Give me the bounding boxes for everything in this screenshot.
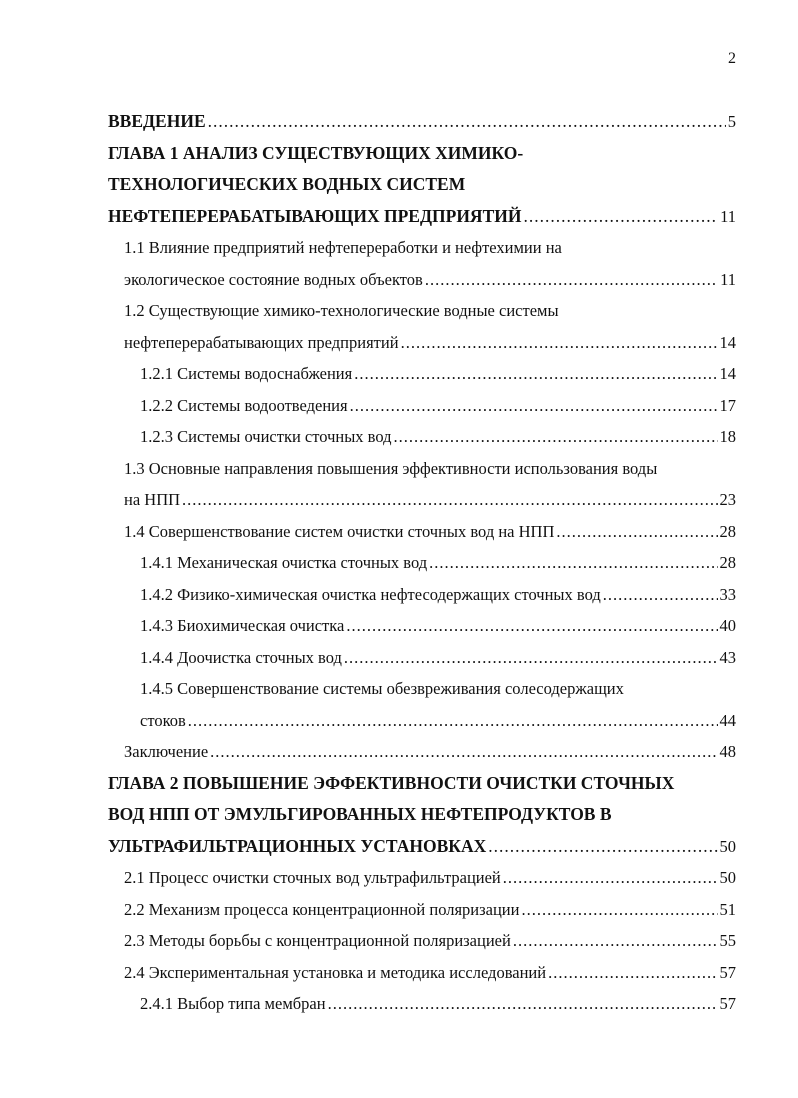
toc-entry-page: 43 — [719, 647, 736, 667]
toc-entry-title: 1.4.2 Физико-химическая очистка нефтесодержащих сточных вод — [140, 584, 601, 604]
toc-entry-title: ТЕХНОЛОГИЧЕСКИХ ВОДНЫХ СИСТЕМ — [108, 174, 466, 194]
toc-entry[interactable] — [108, 673, 736, 705]
toc-entry-title: 2.4.1 Выбор типа мембран — [140, 994, 326, 1013]
toc-entry-title: 2.2 Механизм процесса концентрационной поляризации — [124, 899, 520, 919]
toc-entry[interactable] — [108, 358, 736, 390]
toc-entry[interactable] — [108, 390, 736, 422]
toc-entry-page: 40 — [719, 616, 736, 635]
toc-entry-title: нефтеперерабатывающих предприятий — [124, 332, 399, 352]
toc-leader — [401, 327, 718, 359]
toc-entry-title: ВВЕДЕНИЕ — [108, 111, 206, 131]
toc-entry[interactable] — [108, 862, 736, 894]
toc-entry[interactable] — [108, 705, 736, 737]
toc-entry-title: УЛЬТРАФИЛЬТРАЦИОННЫХ УСТАНОВКАХ — [108, 835, 487, 856]
toc-entry-title: 1.3 Основные направления повышения эффективности использования воды — [124, 458, 658, 478]
toc-entry-title: 1.4.5 Совершенствование системы обезвреживания солесодержащих — [140, 679, 624, 698]
toc-entry-page: 57 — [719, 962, 736, 982]
toc-leader — [425, 264, 718, 296]
toc-entry[interactable] — [108, 925, 736, 957]
toc-leader — [346, 610, 717, 642]
toc-entry-title: 1.4 Совершенствование систем очистки сточных вод на НПП — [124, 521, 555, 541]
toc-entry-page: 11 — [720, 206, 736, 226]
toc-leader — [548, 957, 717, 989]
toc-entry[interactable] — [108, 988, 736, 1020]
toc-entry-title: ВОД НПП ОТ ЭМУЛЬГИРОВАННЫХ НЕФТЕПРОДУКТОВ В — [108, 804, 612, 824]
toc-entry[interactable] — [108, 894, 736, 926]
toc-entry-title: 1.4.1 Механическая очистка сточных вод — [140, 553, 428, 572]
toc-entry-title: стоков — [140, 710, 186, 730]
toc-entry[interactable] — [108, 169, 736, 201]
toc-leader — [513, 925, 718, 957]
toc-entry-page: 44 — [719, 710, 736, 730]
toc-entry[interactable] — [108, 799, 736, 831]
toc-entry[interactable] — [108, 232, 736, 264]
toc-entry-page: 50 — [719, 868, 736, 887]
toc-entry[interactable] — [108, 295, 736, 327]
toc-entry[interactable] — [108, 516, 736, 548]
toc-entry[interactable] — [108, 831, 736, 863]
toc-entry-title: НЕФТЕПЕРЕРАБАТЫВАЮЩИХ ПРЕДПРИЯТИЙ — [108, 205, 522, 226]
toc-leader — [603, 579, 718, 611]
toc-entry-title: ГЛАВА 1 АНАЛИЗ СУЩЕСТВУЮЩИХ ХИМИКО- — [108, 142, 524, 163]
toc-entry-page: 28 — [719, 553, 736, 572]
toc-entry[interactable] — [108, 736, 736, 768]
toc-entry-page: 48 — [719, 742, 736, 761]
toc-entry[interactable] — [108, 957, 736, 989]
toc-entry[interactable] — [108, 484, 736, 516]
toc-entry[interactable] — [108, 264, 736, 296]
toc-leader — [523, 201, 718, 233]
toc-entry-title: 1.2.3 Системы очистки сточных вод — [140, 427, 392, 446]
toc-entry-title: 2.1 Процесс очистки сточных вод ультрафильтрацией — [124, 868, 501, 887]
toc-entry-page: 51 — [719, 899, 736, 919]
toc-entry[interactable] — [108, 768, 736, 800]
toc-entry-title: 1.4.3 Биохимическая очистка — [140, 616, 345, 635]
toc-leader — [182, 484, 717, 516]
toc-leader — [556, 516, 717, 548]
toc-entry-page: 28 — [719, 521, 736, 541]
toc-entry[interactable] — [108, 138, 736, 170]
toc-entry[interactable] — [108, 421, 736, 453]
toc-entry-title: 1.2 Существующие химико-технологические водные системы — [124, 301, 559, 320]
toc-leader — [344, 642, 718, 674]
toc-leader — [521, 894, 717, 926]
toc-entry-page: 57 — [719, 994, 736, 1013]
toc-entry-title: 1.2.2 Системы водоотведения — [140, 395, 348, 415]
toc-entry-title: 1.1 Влияние предприятий нефтепереработки и нефтехимии на — [124, 238, 562, 257]
toc-entry-page: 33 — [719, 584, 736, 604]
toc-entry-title: 1.4.4 Доочистка сточных вод — [140, 647, 342, 667]
toc-entry-title: ГЛАВА 2 ПОВЫШЕНИЕ ЭФФЕКТИВНОСТИ ОЧИСТКИ СТОЧНЫХ — [108, 772, 675, 793]
toc-entry-title: 2.3 Методы борьбы с концентрационной поляризацией — [124, 931, 511, 950]
toc-leader — [208, 106, 726, 138]
toc-entry-title: 2.4 Экспериментальная установка и методика исследований — [124, 962, 547, 982]
toc-entry-page: 55 — [719, 931, 736, 950]
toc-entry-page: 11 — [720, 269, 736, 289]
toc-leader — [328, 988, 718, 1020]
toc-leader — [354, 358, 717, 390]
toc-leader — [503, 862, 718, 894]
toc-entry[interactable] — [108, 579, 736, 611]
toc-entry-page: 5 — [727, 112, 736, 131]
toc-entry[interactable] — [108, 547, 736, 579]
toc-entry-title: Заключение — [124, 742, 209, 761]
toc-entry-page: 18 — [719, 427, 736, 446]
toc-entry-page: 14 — [719, 332, 736, 352]
toc-leader — [350, 390, 718, 422]
toc-entry-title: на НПП — [124, 490, 181, 509]
toc-entry[interactable] — [108, 327, 736, 359]
toc-entry-page: 23 — [719, 490, 736, 509]
toc-entry-page: 50 — [719, 836, 736, 856]
toc-entry[interactable] — [108, 106, 736, 138]
toc-leader — [394, 421, 718, 453]
toc-leader — [429, 547, 717, 579]
page-number: 2 — [728, 50, 736, 67]
toc-leader — [188, 705, 718, 737]
toc-entry[interactable] — [108, 642, 736, 674]
toc-entry[interactable] — [108, 453, 736, 485]
toc-entry-page: 17 — [719, 395, 736, 415]
toc-leader — [210, 736, 717, 768]
toc-entry[interactable] — [108, 610, 736, 642]
toc-leader — [488, 831, 717, 863]
table-of-contents — [108, 106, 736, 1020]
toc-entry-title: экологическое состояние водных объектов — [124, 269, 423, 289]
toc-entry-title: 1.2.1 Системы водоснабжения — [140, 364, 353, 383]
toc-entry-page: 14 — [719, 364, 736, 383]
toc-entry[interactable] — [108, 201, 736, 233]
